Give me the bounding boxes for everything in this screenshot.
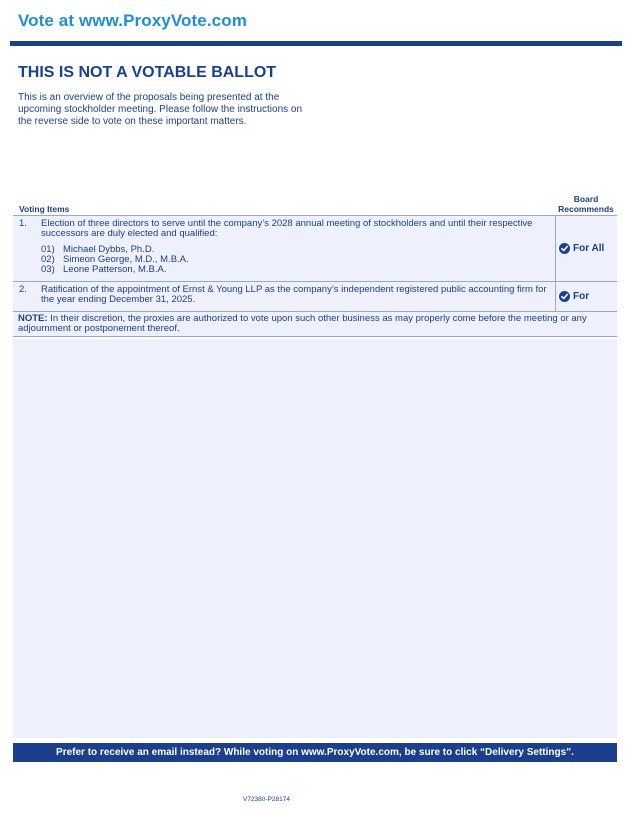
- nominee-list: [41, 245, 555, 275]
- voting-item-1-content: [13, 216, 556, 281]
- nominee-item: [41, 265, 555, 275]
- item-number: 2.: [19, 284, 27, 295]
- item-number: 1.: [19, 218, 27, 229]
- voting-items-table: [13, 215, 617, 337]
- delivery-settings-banner: Prefer to receive an email instead? While voting on www.ProxyVote.com, be sure to click “Delivery Settings”.: [13, 743, 617, 762]
- nominee-number: 03): [41, 264, 55, 275]
- blank-panel: [13, 339, 617, 738]
- recommendation-label: For All: [573, 243, 605, 254]
- nominee-name: Leone Patterson, M.B.A.: [63, 264, 167, 275]
- board-recommends-header: [554, 194, 618, 214]
- note-row: [13, 312, 617, 337]
- nominee-name: Simeon George, M.D., M.B.A.: [63, 254, 189, 265]
- voting-item-2: [13, 282, 617, 312]
- document-code: V72380-P28174: [243, 796, 290, 803]
- board-header-line2: Recommends: [558, 204, 614, 214]
- voting-item-1: [13, 216, 617, 282]
- nominee-number: 01): [41, 244, 55, 255]
- intro-text: This is an overview of the proposals being presented at the upcoming stockholder meeting. Please follow the instructions on the reverse side to vote on these important matters.: [18, 92, 303, 127]
- recommendation-label: For: [573, 291, 590, 302]
- header-title: Vote at www.ProxyVote.com: [18, 11, 247, 30]
- note-label: NOTE:: [18, 313, 48, 324]
- item-text: Ratification of the appointment of Ernst & Young LLP as the company’s independent registered public accounting firm for the year ending December 31, 2025.: [41, 284, 547, 305]
- check-circle-icon: [559, 243, 570, 254]
- note-text: In their discretion, the proxies are authorized to vote upon such other business as may properly come before the meeting or any adjournment or postponement thereof.: [18, 313, 587, 334]
- check-circle-icon: [559, 291, 570, 302]
- item-text: Election of three directors to serve until the company’s 2028 annual meeting of stockholders and until their respective successors are duly elected and qualified:: [41, 218, 533, 239]
- voting-item-2-content: [13, 282, 556, 311]
- board-header-line1: Board: [573, 194, 599, 204]
- nominee-number: 02): [41, 254, 55, 265]
- nominee-name: Michael Dybbs, Ph.D.: [63, 244, 155, 255]
- recommendation-cell: [556, 282, 617, 311]
- page-title: THIS IS NOT A VOTABLE BALLOT: [18, 64, 277, 81]
- header-divider: [10, 41, 622, 46]
- voting-items-header: Voting Items: [19, 204, 70, 214]
- recommendation-cell: [556, 216, 617, 281]
